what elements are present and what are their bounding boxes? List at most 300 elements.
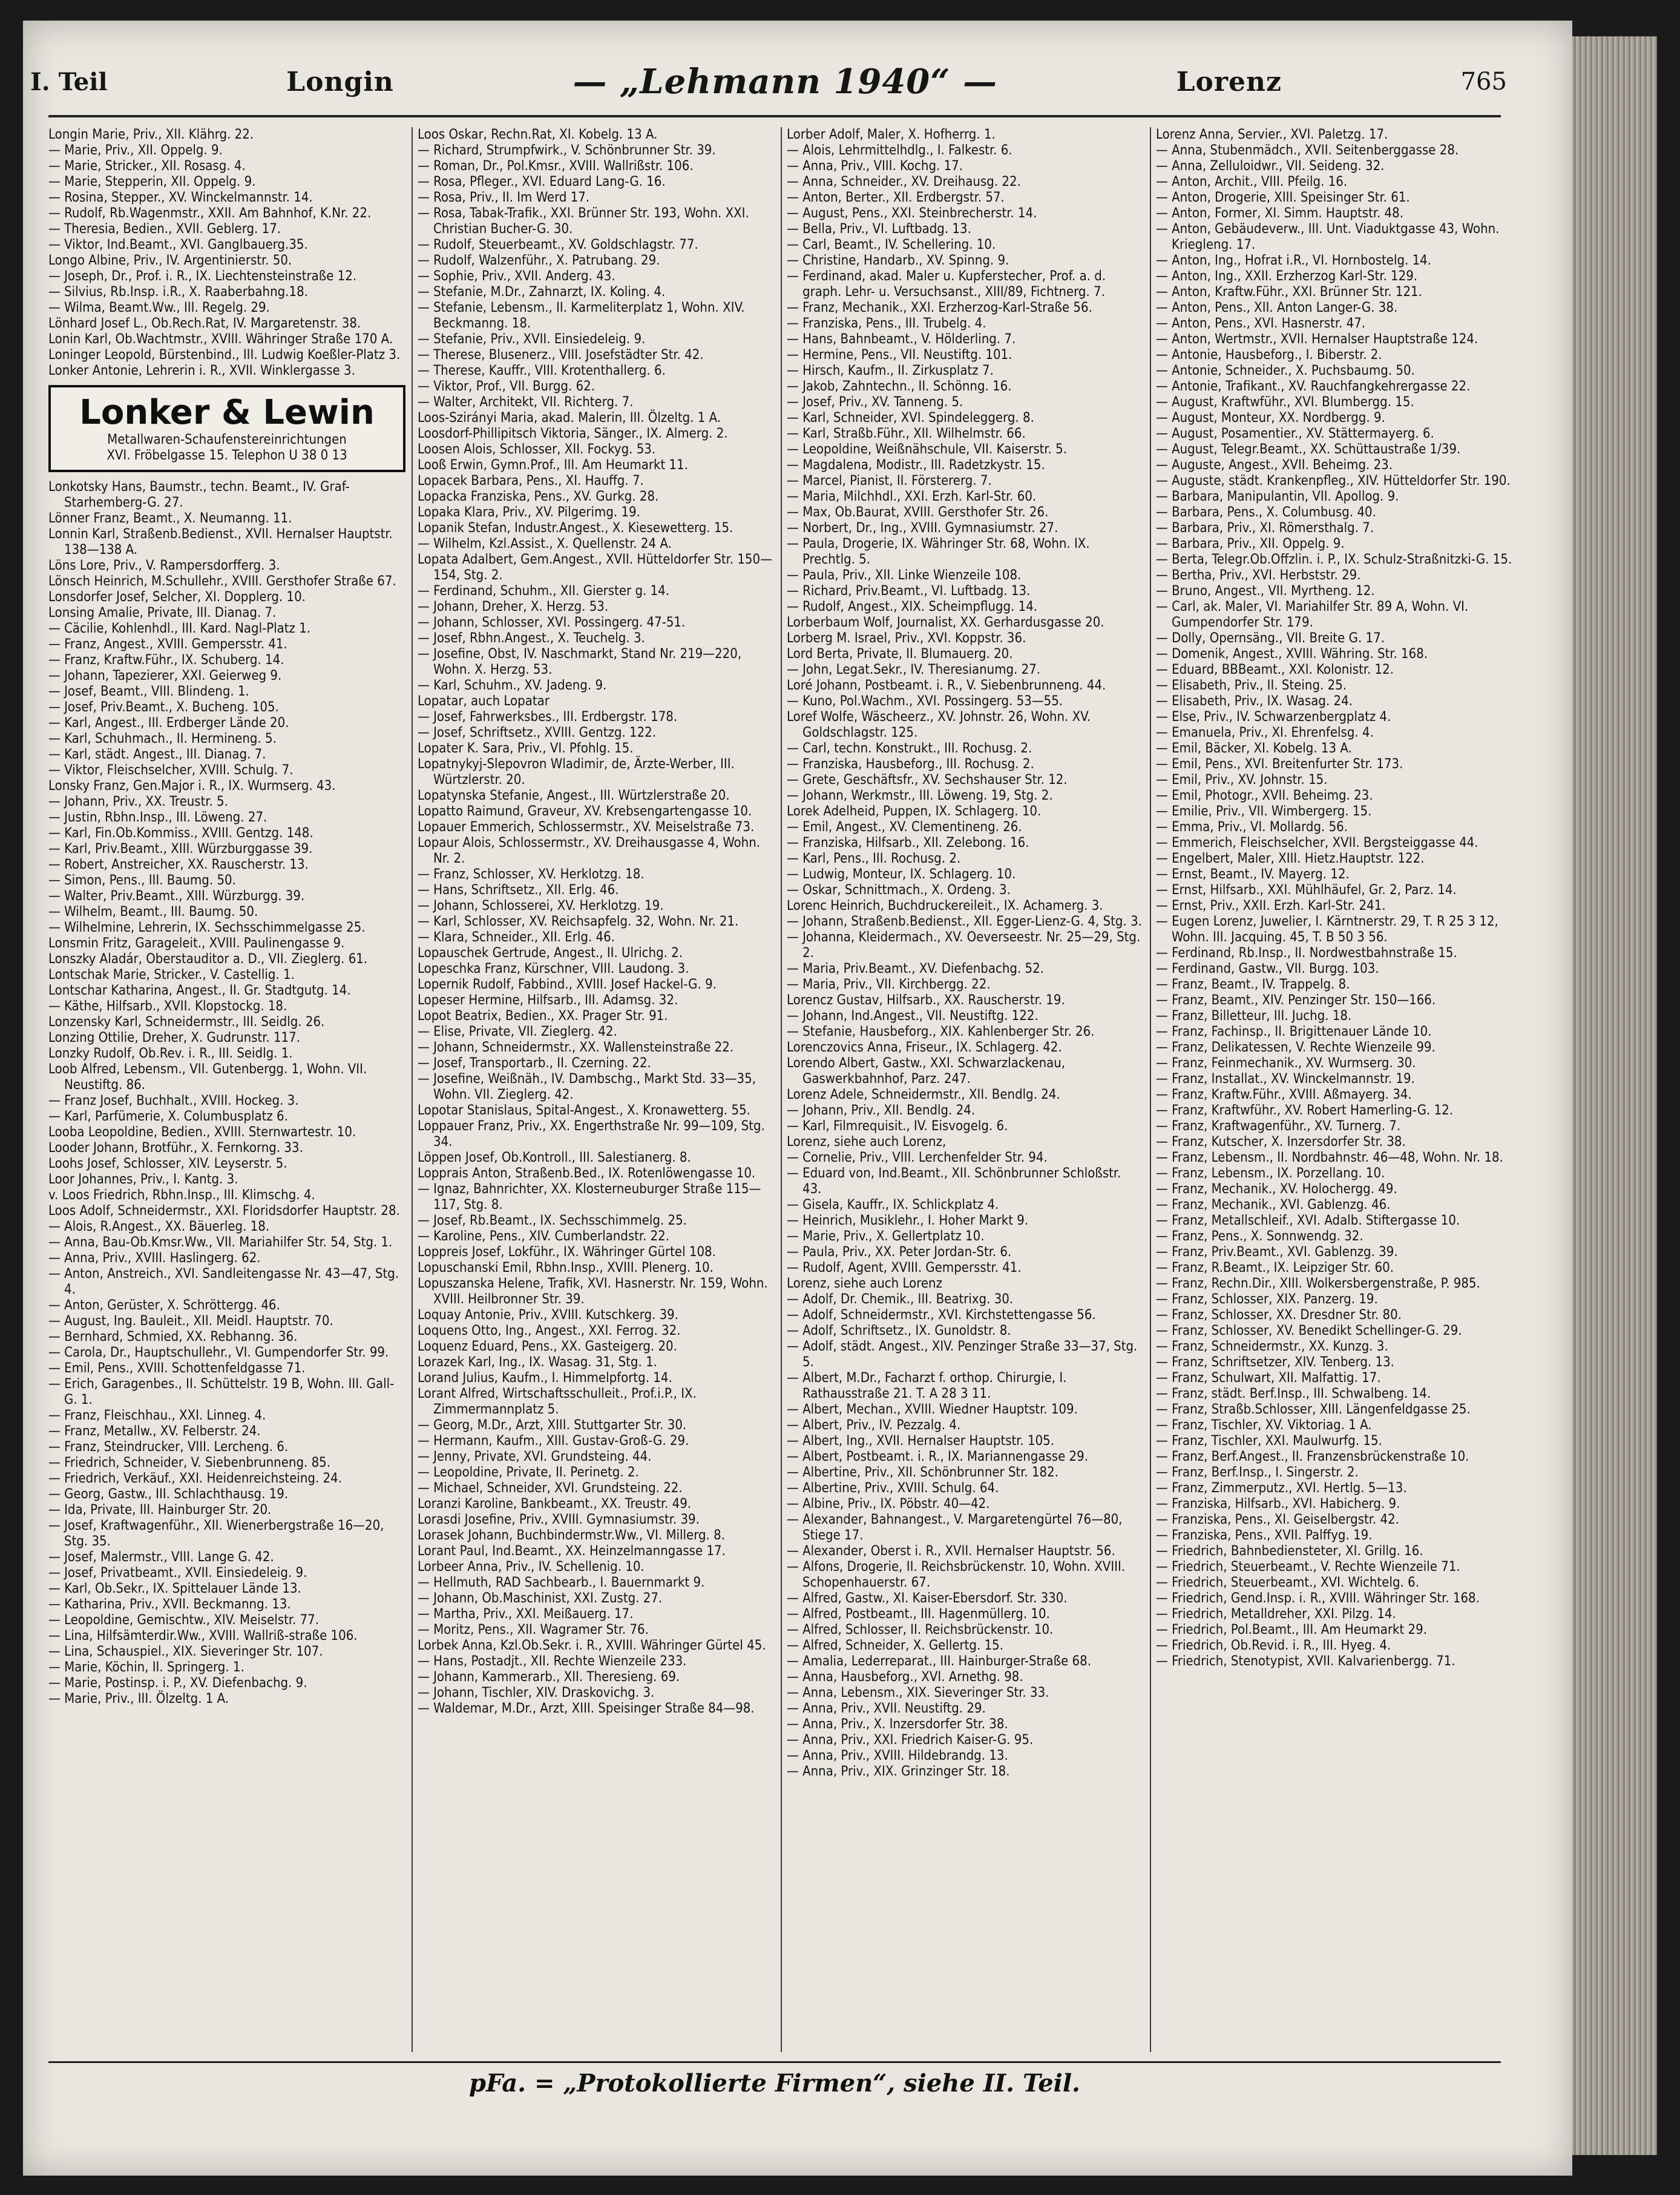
directory-entry: — Karl, Priv.Beamt., XIII. Würzburggasse 39. (48, 841, 313, 857)
directory-entry: — Alfred, Schneider, X. Gellertg. 15. (787, 1638, 1004, 1653)
directory-entry: — Anna, Bau-Ob.Kmsr.Ww., VII. Mariahilfer Str. 54, Stg. 1. (48, 1235, 393, 1250)
directory-entry: Loranzi Karoline, Bankbeamt., XX. Treustr. 49. (418, 1496, 692, 1512)
directory-entry: Longin Marie, Priv., XII. Klährg. 22. (48, 127, 254, 142)
directory-entry: — Viktor, Fleischselcher, XVIII. Schulg. 7. (48, 763, 294, 778)
directory-entry: Lopanik Stefan, Industr.Angest., X. Kiesewetterg. 15. (418, 521, 733, 536)
directory-entry: — Maria, Priv., VII. Kirchbergg. 22. (787, 977, 991, 992)
last-entry-name: Lorenz (1176, 66, 1282, 97)
directory-entry: — Marcel, Pianist, II. Förstererg. 7. (787, 473, 992, 489)
directory-entry: — Therese, Kauffr., VIII. Krotenthallerg. 6. (418, 363, 666, 378)
directory-entry: — August, Telegr.Beamt., XX. Schüttaustraße 1/39. (1156, 442, 1461, 457)
directory-entry: — Käthe, Hilfsarb., XVII. Klopstockg. 18. (48, 999, 287, 1014)
directory-entry: — Sophie, Priv., XVII. Anderg. 43. (418, 269, 615, 284)
directory-entry: Longo Albine, Priv., IV. Argentinierstr. 50. (48, 253, 292, 268)
header-divider (48, 115, 1501, 117)
directory-entry: — Simon, Pens., III. Baumg. 50. (48, 873, 236, 888)
directory-entry: Lonin Karl, Ob.Wachtmstr., XVIII. Währinger Straße 170 A. (48, 332, 393, 347)
directory-entry: — Georg, M.Dr., Arzt, XIII. Stuttgarter Str. 30. (418, 1418, 687, 1433)
directory-entry: Lonker Antonie, Lehrerin i. R., XVII. Winklergasse 3. (48, 363, 355, 378)
directory-entry: — Carl, techn. Konstrukt., III. Rochusg. 2. (787, 741, 1032, 756)
directory-entry: — Josefine, Obst, IV. Naschmarkt, Stand Nr. 219—220, Wohn. X. Herzg. 53. (418, 647, 742, 677)
directory-entry: — Franz, Delikatessen, V. Rechte Wienzeile 99. (1156, 1040, 1436, 1055)
directory-entry: Lorenz Anna, Servier., XVI. Paletzg. 17. (1156, 127, 1388, 142)
directory-entry: — Theresia, Bedien., XVII. Geblerg. 17. (48, 222, 281, 237)
directory-entry: — Franz, Schlosser, XIX. Panzerg. 19. (1156, 1292, 1378, 1307)
directory-entry: — August, Kraftwführ., XVI. Blumbergg. 15. (1156, 395, 1414, 410)
directory-entry: — Franz, Zimmerputz., XVI. Hertlg. 5—13. (1156, 1481, 1407, 1496)
directory-entry: Loor Johannes, Priv., I. Kantg. 3. (48, 1172, 238, 1187)
directory-entry: — Johann, Straßenb.Bedienst., XII. Egger-Lienz-G. 4, Stg. 3. (787, 914, 1142, 929)
column-1-entries-bottom (48, 479, 405, 1707)
directory-entry: — Ferdinand, Schuhm., XII. Gierster g. 14. (418, 584, 670, 599)
directory-entry: — Franz, städt. Berf.Insp., III. Schwalbeng. 14. (1156, 1386, 1431, 1401)
directory-entry: — Engelbert, Maler, XIII. Hietz.Hauptstr. 122. (1156, 851, 1425, 866)
directory-entry: Lönhard Josef L., Ob.Rech.Rat, IV. Margaretenstr. 38. (48, 316, 361, 331)
directory-entry: Lonsdorfer Josef, Selcher, XI. Dopplerg. 10. (48, 590, 306, 605)
directory-entry: — Johann, Werkmstr., III. Löweng. 19, Stg. 2. (787, 788, 1053, 803)
directory-entry: — Paula, Drogerie, IX. Währinger Str. 68, Wohn. IX. Prechtlg. 5. (787, 536, 1090, 567)
column-divider (412, 127, 413, 2052)
directory-entry: Löppen Josef, Ob.Kontroll., III. Salestianerg. 8. (418, 1150, 691, 1165)
directory-entry: — Stefanie, M.Dr., Zahnarzt, IX. Koling. 4. (418, 285, 666, 300)
directory-entry: Lorant Paul, Ind.Beamt., XX. Heinzelmanngasse 17. (418, 1544, 726, 1559)
directory-entry: — Elise, Private, VII. Zieglerg. 42. (418, 1024, 617, 1039)
directory-entry: Lopatnykyj-Slepovron Wladimir, de, Ärzte-Werber, III. Würtzlerstr. 20. (418, 757, 735, 788)
directory-entry: — Hans, Bahnbeamt., V. Hölderling. 7. (787, 332, 1016, 347)
directory-entry: Lopacka Franziska, Pens., XV. Gurkg. 28. (418, 489, 659, 504)
directory-entry: — Hans, Schriftsetz., XII. Erlg. 46. (418, 883, 619, 898)
directory-entry: Lonsky Franz, Gen.Major i. R., IX. Wurmserg. 43. (48, 778, 336, 794)
directory-entry: Lopprais Anton, Straßenb.Bed., IX. Rotenlöwengasse 10. (418, 1166, 756, 1181)
directory-entry: — Karl, Schuhm., XV. Jadeng. 9. (418, 678, 607, 693)
directory-entry: — Johann, Schlosserei, XV. Herklotzg. 19. (418, 898, 664, 913)
directory-entry: — Johann, Tischler, XIV. Draskovichg. 3. (418, 1685, 655, 1700)
directory-entry: — Franz, Schulwart, XII. Malfattig. 17. (1156, 1371, 1381, 1386)
directory-entry: Lorenc Heinrich, Buchdruckereileit., IX. Achamerg. 3. (787, 898, 1103, 913)
directory-entry: Lönsch Heinrich, M.Schullehr., XVIII. Gersthofer Straße 67. (48, 574, 396, 589)
directory-entry: Loosen Alois, Schlosser, XII. Fockyg. 53. (418, 442, 656, 457)
directory-entry: — Franz, Berf.Angest., II. Franzensbrückenstraße 10. (1156, 1449, 1469, 1464)
directory-entry: — August, Monteur, XX. Nordbergg. 9. (1156, 410, 1385, 426)
directory-entry: — Franz, R.Beamt., IX. Leipziger Str. 60. (1156, 1260, 1394, 1275)
directory-entry: — Magdalena, Modistr., III. Radetzkystr. 15. (787, 458, 1045, 473)
directory-entry: — Franz, Pens., X. Sonnwendg. 32. (1156, 1229, 1363, 1244)
directory-entry: Lopaur Alois, Schlossermstr., XV. Dreihausgasse 4, Wohn. Nr. 2. (418, 835, 761, 866)
directory-entry: — Franz, Tischler, XXI. Maulwurfg. 15. (1156, 1433, 1382, 1449)
directory-entry: — Karl, Angest., III. Erdberger Lände 20. (48, 716, 289, 731)
directory-entry: Lönner Franz, Beamt., X. Neumanng. 11. (48, 511, 292, 526)
directory-entry: Lopater K. Sara, Priv., VI. Pfohlg. 15. (418, 741, 634, 756)
section-label: I. Teil (30, 67, 108, 96)
directory-entry: — Josef, Kraftwagenführ., XII. Wienerbergstraße 16—20, Stg. 35. (48, 1518, 384, 1549)
directory-entry: Lorberg M. Israel, Priv., XVI. Koppstr. 36. (787, 631, 1026, 646)
directory-entry: — Dolly, Opernsäng., VII. Breite G. 17. (1156, 631, 1385, 646)
directory-entry: — Josef, Schriftsetz., XVIII. Gentzg. 122. (418, 725, 657, 740)
directory-entry: — Josef, Priv.Beamt., X. Bucheng. 105. (48, 700, 279, 715)
directory-entry: — Karl, Schlosser, XV. Reichsapfelg. 32, Wohn. Nr. 21. (418, 914, 739, 929)
directory-entry: Lord Berta, Private, II. Blumauerg. 20. (787, 647, 1013, 662)
directory-entry: — Maria, Milchhdl., XXI. Erzh. Karl-Str. 60. (787, 489, 1037, 504)
directory-entry: — Anton, Gerüster, X. Schröttergg. 46. (48, 1298, 280, 1313)
directory-entry: — Anton, Anstreich., XVI. Sandleitengasse Nr. 43—47, Stg. 4. (48, 1266, 399, 1297)
directory-entry: — Eduard von, Ind.Beamt., XII. Schönbrunner Schloßstr. 43. (787, 1166, 1121, 1197)
directory-entry: — Marie, Priv., XII. Oppelg. 9. (48, 143, 223, 158)
directory-entry: Lopatynska Stefanie, Angest., III. Würtzlerstraße 20. (418, 788, 730, 803)
directory-entry: — Anna, Hausbeforg., XVI. Arnethg. 98. (787, 1670, 1023, 1685)
directory-entry: — Josef, Rbhn.Angest., X. Teuchelg. 3. (418, 631, 645, 646)
directory-entry: Lopeschka Franz, Kürschner, VIII. Laudong. 3. (418, 961, 689, 976)
directory-entry: — Adolf, Dr. Chemik., III. Beatrixg. 30. (787, 1292, 1014, 1307)
directory-entry: — Silvius, Rb.Insp. i.R., X. Raaberbahng.18. (48, 285, 308, 300)
directory-entry: — Max, Ob.Baurat, XVIII. Gersthofer Str. 26. (787, 505, 1049, 520)
directory-entry: — Rudolf, Agent, XVIII. Gempersstr. 41. (787, 1260, 1022, 1275)
directory-entry: — Rosa, Tabak-Trafik., XXI. Brünner Str. 193, Wohn. XXI. Christian Bucher-G. 30. (418, 206, 749, 237)
directory-entry: Lopot Beatrix, Bedien., XX. Prager Str. 91. (418, 1009, 668, 1024)
directory-entry: — Friedrich, Metalldreher, XXI. Pilzg. 14. (1156, 1607, 1396, 1622)
directory-entry: — Franz, Tischler, XV. Viktoriag. 1 A. (1156, 1418, 1372, 1433)
directory-entry: — Emil, Priv., XV. Johnstr. 15. (1156, 772, 1328, 788)
directory-entry: — Albert, Postbeamt. i. R., IX. Mariannengasse 29. (787, 1449, 1089, 1464)
column-2 (418, 127, 775, 2052)
directory-entry: — Emil, Pens., XVI. Breitenfurter Str. 173. (1156, 757, 1403, 772)
directory-entry: — Josef, Malermstr., VIII. Lange G. 42. (48, 1550, 274, 1565)
directory-entry: — Franz, Fachinsp., II. Brigittenauer Lände 10. (1156, 1024, 1432, 1039)
directory-entry: — Karl, städt. Angest., III. Dianag. 7. (48, 747, 266, 762)
directory-entry: Looba Leopoldine, Bedien., XVIII. Sternwartestr. 10. (48, 1125, 356, 1140)
directory-entry: — August, Pens., XXI. Steinbrecherstr. 14. (787, 206, 1037, 221)
directory-entry: — Barbara, Priv., XII. Oppelg. 9. (1156, 536, 1345, 551)
directory-entry: — Grete, Geschäftsfr., XV. Sechshauser Str. 12. (787, 772, 1068, 788)
directory-entry: — Franz, Kraftw.Führ., XVIII. Aßmayerg. 34. (1156, 1087, 1412, 1102)
directory-entry: Loos-Szirányi Maria, akad. Malerin, III. Ölzeltg. 1 A. (418, 410, 721, 426)
directory-entry: Loosdorf-Phillipitsch Viktoria, Sänger., IX. Almerg. 2. (418, 426, 728, 441)
directory-entry: — Alois, R.Angest., XX. Bäuerleg. 18. (48, 1219, 270, 1234)
directory-entry: — Franz, Kraftwführ., XV. Robert Hamerling-G. 12. (1156, 1103, 1454, 1118)
directory-entry: — Franziska, Hausbeforg., III. Rochusg. 2. (787, 757, 1034, 772)
directory-entry: — Anton, Kraftw.Führ., XXI. Brünner Str. 121. (1156, 285, 1422, 300)
directory-entry: — Johann, Ob.Maschinist, XXI. Zustg. 27. (418, 1591, 663, 1606)
directory-entry: — Ignaz, Bahnrichter, XX. Klosterneuburger Straße 115—117, Stg. 8. (418, 1182, 761, 1213)
directory-entry: — Franz, Metallschleif., XVI. Adalb. Stiftergasse 10. (1156, 1213, 1460, 1228)
directory-entry: — Josefine, Weißnäh., IV. Dambschg., Markt Std. 33—35, Wohn. VII. Zieglerg. 42. (418, 1071, 756, 1102)
directory-entry: — Bella, Priv., VI. Luftbadg. 13. (787, 222, 971, 237)
directory-entry: — Franz, Kraftw.Führ., IX. Schuberg. 14. (48, 653, 284, 668)
directory-entry: — Anna, Priv., XXI. Friedrich Kaiser-G. 95. (787, 1733, 1034, 1748)
directory-entry: — Josef, Priv., XV. Tanneng. 5. (787, 395, 963, 410)
directory-entry: — Else, Priv., IV. Schwarzenbergplatz 4. (1156, 709, 1391, 725)
directory-entry: Loos Adolf, Schneidermstr., XXI. Floridsdorfer Hauptstr. 28. (48, 1203, 400, 1219)
directory-entry: Lonkotsky Hans, Baumstr., techn. Beamt., IV. Graf-Starhemberg-G. 27. (48, 479, 350, 510)
directory-entry: — Karl, Pens., III. Rochusg. 2. (787, 851, 961, 866)
directory-entry: — Alois, Lehrmittelhdlg., I. Falkestr. 6. (787, 143, 1012, 158)
directory-entry: Lorazek Karl, Ing., IX. Wasag. 31, Stg. 1. (418, 1355, 657, 1370)
directory-entry: — Elisabeth, Priv., IX. Wasag. 24. (1156, 694, 1353, 709)
directory-entry: — Anna, Schneider., XV. Dreihausg. 22. (787, 174, 1021, 189)
directory-entry: — Franz, Metallw., XV. Felberstr. 24. (48, 1424, 261, 1439)
directory-entry: — Marie, Postinsp. i. P., XV. Diefenbachg. 9. (48, 1676, 307, 1691)
directory-entry: Lorencz Gustav, Hilfsarb., XX. Rauscherstr. 19. (787, 993, 1065, 1008)
directory-entry: — Carola, Dr., Hauptschullehr., VI. Gumpendorfer Str. 99. (48, 1345, 389, 1360)
directory-entry: Loré Johann, Postbeamt. i. R., V. Siebenbrunneng. 44. (787, 678, 1106, 693)
directory-entry: — Domenik, Angest., XVIII. Währing. Str. 168. (1156, 647, 1428, 662)
directory-entry: — Eugen Lorenz, Juwelier, I. Kärntnerstr. 29, T. R 25 3 12, Wohn. III. Jacquing. 45, T. B 50 3 56. (1156, 914, 1498, 945)
directory-entry: — Emil, Bäcker, XI. Kobelg. 13 A. (1156, 741, 1352, 756)
directory-entry: — Bruno, Angest., VII. Myrtheng. 12. (1156, 584, 1375, 599)
ad-address: XVI. Fröbelgasse 15. Telephon U 38 0 13 (107, 448, 347, 463)
directory-entry: — Heinrich, Musiklehr., I. Hoher Markt 9. (787, 1213, 1029, 1228)
directory-entry: — Friedrich, Stenotypist, XVII. Kalvarienbergg. 71. (1156, 1654, 1455, 1669)
directory-entry: — Johann, Schneidermstr., XX. Wallensteinstraße 22. (418, 1040, 734, 1055)
directory-entry: — Franz, Billetteur, III. Juchg. 18. (1156, 1009, 1352, 1024)
directory-entry: — Marie, Stricker., XII. Rosasg. 4. (48, 159, 246, 174)
directory-entry: — Rudolf, Walzenführ., X. Patrubang. 29. (418, 253, 660, 268)
directory-entry: — Franz, Rechn.Dir., XIII. Wolkersbergenstraße, P. 985. (1156, 1276, 1480, 1291)
directory-entry: — Lina, Schauspiel., XIX. Sieveringer Str. 107. (48, 1644, 323, 1659)
directory-entry: Löns Lore, Priv., V. Rampersdorfferg. 3. (48, 558, 280, 573)
directory-entry: — Hans, Postadjt., XII. Rechte Wienzeile 233. (418, 1654, 687, 1669)
directory-entry: — Friedrich, Verkäuf., XXI. Heidenreichsteing. 24. (48, 1471, 343, 1486)
directory-entry: — Anna, Priv., XIX. Grinzinger Str. 18. (787, 1764, 1010, 1779)
directory-entry: — Franziska, Pens., XVII. Palffyg. 19. (1156, 1528, 1373, 1543)
directory-entry: Lorbek Anna, Kzl.Ob.Sekr. i. R., XVIII. Währinger Gürtel 45. (418, 1638, 766, 1653)
directory-entry: — Lina, Hilfsämterdir.Ww., XVIII. Wallriß-straße 106. (48, 1628, 358, 1644)
directory-entry: — Emilie, Priv., VII. Wimbergerg. 15. (1156, 804, 1372, 819)
directory-entry: — Emmerich, Fleischselcher, XVII. Bergsteiggasse 44. (1156, 835, 1478, 851)
directory-entry: Loob Alfred, Lebensm., VII. Gutenbergg. 1, Wohn. VII. Neustiftg. 86. (48, 1062, 367, 1093)
footer-divider (48, 2061, 1501, 2063)
column-divider (781, 127, 782, 2052)
directory-entry: — Rosa, Priv., II. Im Werd 17. (418, 190, 590, 205)
directory-entry: Lonnin Karl, Straßenb.Bedienst., XVII. Hernalser Hauptstr. 138—138 A. (48, 527, 393, 558)
directory-entry: — Anton, Former, XI. Simm. Hauptstr. 48. (1156, 206, 1404, 221)
directory-entry: Looder Johann, Brotführ., X. Fernkorng. 33. (48, 1140, 303, 1156)
directory-entry: — Paula, Priv., XX. Peter Jordan-Str. 6. (787, 1245, 1012, 1260)
directory-entry: — Anna, Zelluloidwr., VII. Seideng. 32. (1156, 159, 1385, 174)
ad-description: Metallwaren-Schaufenstereinrichtungen (107, 432, 347, 447)
directory-entry: — Georg, Gastw., III. Schlachthausg. 19. (48, 1487, 289, 1502)
directory-entry: — Marie, Köchin, II. Springerg. 1. (48, 1660, 244, 1675)
directory-entry: Lopotar Stanislaus, Spital-Angest., X. Kronawetterg. 55. (418, 1103, 750, 1118)
directory-entry: — Elisabeth, Priv., II. Steing. 25. (1156, 678, 1347, 693)
directory-entry: Loos Oskar, Rechn.Rat, XI. Kobelg. 13 A. (418, 127, 658, 142)
directory-entry: — Franziska, Hilfsarb., XVI. Habicherg. 9. (1156, 1496, 1400, 1512)
directory-entry: — Johann, Ind.Angest., VII. Neustiftg. 122. (787, 1009, 1039, 1024)
directory-entry: Looß Erwin, Gymn.Prof., III. Am Heumarkt 11. (418, 458, 689, 473)
directory-entry: — Walter, Architekt, VII. Richterg. 7. (418, 395, 634, 410)
directory-entry: — Antonie, Schneider., X. Puchsbaumg. 50. (1156, 363, 1415, 378)
directory-entry: — Friedrich, Schneider, V. Siebenbrunneng. 85. (48, 1455, 331, 1470)
directory-entry: — Anton, Ing., XXII. Erzherzog Karl-Str. 129. (1156, 269, 1418, 284)
directory-entry: — Waldemar, M.Dr., Arzt, XIII. Speisinger Straße 84—98. (418, 1701, 755, 1716)
directory-entry: — Rosina, Stepper., XV. Winckelmannstr. 14. (48, 190, 313, 205)
directory-entry: — Albertine, Priv., XVIII. Schulg. 64. (787, 1481, 999, 1496)
directory-entry: — Anton, Ing., Hofrat i.R., VI. Hornbostelg. 14. (1156, 253, 1432, 268)
directory-entry: — Hirsch, Kaufm., II. Zirkusplatz 7. (787, 363, 994, 378)
directory-entry: — Johann, Dreher, X. Herzg. 53. (418, 599, 609, 614)
directory-entry: — Josef, Beamt., VIII. Blindeng. 1. (48, 684, 249, 699)
directory-entry: Lorasek Johann, Buchbindermstr.Ww., VI. Millerg. 8. (418, 1528, 725, 1543)
directory-entry: Lonzensky Karl, Schneidermstr., III. Seidlg. 26. (48, 1015, 325, 1030)
directory-entry: — Friedrich, Steuerbeamt., XVI. Wichtelg. 6. (1156, 1575, 1419, 1590)
directory-entry: — Ernst, Beamt., IV. Mayerg. 12. (1156, 867, 1350, 882)
directory-entry: — Franz, Lebensm., IX. Porzellang. 10. (1156, 1166, 1385, 1181)
directory-entry: — Emil, Photogr., XVII. Beheimg. 23. (1156, 788, 1373, 803)
directory-entry: — August, Ing. Bauleit., XII. Meidl. Hauptstr. 70. (48, 1314, 333, 1329)
directory-entry: — Emil, Pens., XVIII. Schottenfeldgasse 71. (48, 1361, 306, 1376)
directory-entry: Loppreis Josef, Lokführ., IX. Währinger Gürtel 108. (418, 1245, 716, 1260)
directory-entry: — Albertine, Priv., XII. Schönbrunner Str. 182. (787, 1465, 1059, 1480)
directory-entry: — Wilhelm, Kzl.Assist., X. Quellenstr. 24 A. (418, 536, 672, 551)
directory-entry: — Franz, Fleischhau., XXI. Linneg. 4. (48, 1408, 266, 1423)
directory-entry: — Friedrich, Ob.Revid. i. R., III. Hyeg. 4. (1156, 1638, 1391, 1653)
directory-entry: — Franz, Straßb.Schlosser, XIII. Längenfeldgasse 25. (1156, 1402, 1471, 1417)
directory-entry: — Karl, Schuhmach., II. Hermineng. 5. (48, 731, 277, 746)
directory-entry: — Josef, Transportarb., II. Czerning. 22. (418, 1056, 651, 1071)
page-edges (1572, 36, 1657, 2155)
directory-entry: — Stefanie, Hausbeforg., XIX. Kahlenberger Str. 26. (787, 1024, 1095, 1039)
directory-entry: — Anna, Lebensm., XIX. Sieveringer Str. 33. (787, 1685, 1049, 1700)
directory-entry: — Gisela, Kauffr., IX. Schlickplatz 4. (787, 1197, 999, 1213)
directory-entry: — Hellmuth, RAD Sachbearb., I. Bauernmarkt 9. (418, 1575, 705, 1590)
directory-entry: — Josef, Privatbeamt., XVII. Einsiedeleig. 9. (48, 1565, 307, 1581)
directory-entry: — Adolf, städt. Angest., XIV. Penzinger Straße 33—37, Stg. 5. (787, 1339, 1138, 1370)
column-3 (787, 127, 1144, 2052)
directory-entry: Lorendo Albert, Gastw., XXI. Schwarzlackenau, Gaswerkbahnhof, Parz. 247. (787, 1056, 1066, 1087)
directory-entry: — Franz, Berf.Insp., I. Singerstr. 2. (1156, 1465, 1359, 1480)
directory-entry: — Ida, Private, III. Hainburger Str. 20. (48, 1502, 272, 1518)
directory-entry: Lorenczovics Anna, Friseur., IX. Schlagerg. 42. (787, 1040, 1062, 1055)
directory-entry: — Walter, Priv.Beamt., XIII. Würzburgg. 39. (48, 889, 305, 904)
directory-entry: — Ernst, Hilfsarb., XXI. Mühlhäufel, Gr. 2, Parz. 14. (1156, 883, 1457, 898)
directory-entry: — Franz, Angest., XVIII. Gempersstr. 41. (48, 637, 287, 652)
directory-entry: — Jenny, Private, XVI. Grundsteing. 44. (418, 1449, 652, 1464)
directory-entry: — Hermine, Pens., VII. Neustiftg. 101. (787, 347, 1012, 363)
directory-entry: — Franz, Beamt., IV. Trappelg. 8. (1156, 977, 1350, 992)
directory-entry: — Leopoldine, Private, II. Perinetg. 2. (418, 1465, 639, 1480)
directory-entry: — Josef, Rb.Beamt., IX. Sechsschimmelg. 25. (418, 1213, 687, 1228)
directory-entry: — Adolf, Schneidermstr., XVI. Kirchstettengasse 56. (787, 1308, 1096, 1323)
directory-entry: — Alfred, Postbeamt., III. Hagenmüllerg. 10. (787, 1607, 1050, 1622)
directory-entry: Lontschak Marie, Stricker., V. Castellig. 1. (48, 967, 295, 982)
directory-entry: — Ferdinand, akad. Maler u. Kupferstecher, Prof. a. d. graph. Lehr- u. Versuchsanst., XIII/89, Fichtnerg. 7. (787, 269, 1106, 300)
directory-entry: Lopuszanska Helene, Trafik, XVI. Hasnerstr. Nr. 159, Wohn. XVIII. Heilbronner Str. 39. (418, 1276, 768, 1307)
page-header (30, 54, 1507, 109)
directory-entry: — Albine, Priv., IX. Pöbstr. 40—42. (787, 1496, 990, 1512)
directory-entry: Lorberbaum Wolf, Journalist, XX. Gerhardusgasse 20. (787, 615, 1104, 630)
directory-entry: — Bernhard, Schmied, XX. Rebhanng. 36. (48, 1329, 298, 1344)
directory-entry: — Antonie, Hausbeforg., I. Biberstr. 2. (1156, 347, 1382, 363)
directory-entry: — Maria, Priv.Beamt., XV. Diefenbachg. 52. (787, 961, 1045, 976)
directory-entry: Lontschar Katharina, Angest., II. Gr. Stadtgutg. 14. (48, 983, 351, 998)
column-4 (1156, 127, 1513, 2052)
directory-entry: — Anton, Berter., XII. Erdbergstr. 57. (787, 190, 1005, 205)
directory-entry: — Franz Josef, Buchhalt., XVIII. Hockeg. 3. (48, 1093, 299, 1108)
directory-entry: — Leopoldine, Weißnähschule, VII. Kaiserstr. 5. (787, 442, 1067, 457)
directory-entry: Lonsmin Fritz, Garageleit., XVIII. Paulinengasse 9. (48, 936, 345, 951)
directory-entry: — Anton, Gebäudeverw., III. Unt. Viaduktgasse 43, Wohn. Kriegleng. 17. (1156, 222, 1500, 252)
directory-entry: — Alexander, Oberst i. R., XVII. Hernalser Hauptstr. 56. (787, 1544, 1115, 1559)
directory-entry: — Paula, Priv., XII. Linke Wienzeile 108. (787, 568, 1022, 583)
directory-entry: — Franz, Feinmechanik., XV. Wurmserg. 30. (1156, 1056, 1416, 1071)
directory-entry: — Norbert, Dr., Ing., XVIII. Gymnasiumstr. 27. (787, 521, 1058, 536)
directory-entry: Loref Wolfe, Wäscheerz., XV. Johnstr. 26, Wohn. XV. Goldschlagstr. 125. (787, 709, 1091, 740)
directory-entry: Lorasdi Josefine, Priv., XVIII. Gymnasiumstr. 39. (418, 1512, 700, 1527)
directory-entry: — Therese, Blusenerz., VIII. Josefstädter Str. 42. (418, 347, 704, 363)
directory-entry: — Viktor, Ind.Beamt., XVI. Ganglbauerg.35. (48, 237, 308, 252)
directory-entry: — Carl, ak. Maler, VI. Mariahilfer Str. 89 A, Wohn. VI. Gumpendorfer Str. 179. (1156, 599, 1469, 630)
directory-entry: — Alfred, Gastw., XI. Kaiser-Ebersdorf. Str. 330. (787, 1591, 1068, 1606)
directory-entry: — Cornelie, Priv., VIII. Lerchenfelder Str. 94. (787, 1150, 1048, 1165)
directory-entry: — Berta, Telegr.Ob.Offzlin. i. P., IX. Schulz-Straßnitzki-G. 15. (1156, 552, 1512, 567)
directory-entry: — Wilhelmine, Lehrerin, IX. Sechsschimmelgasse 25. (48, 920, 366, 935)
directory-entry: — Franz, Installat., XV. Winckelmannstr. 19. (1156, 1071, 1415, 1087)
directory-entry: — John, Legat.Sekr., IV. Theresianumg. 27. (787, 662, 1041, 677)
directory-entry: — Joseph, Dr., Prof. i. R., IX. Liechtensteinstraße 12. (48, 269, 357, 284)
directory-entry: Lopatar, auch Lopatar (418, 694, 550, 709)
first-entry-name: Longin (286, 66, 394, 97)
directory-entry: — Johann, Priv., XII. Bendlg. 24. (787, 1103, 976, 1118)
directory-entry: — Anna, Stubenmädch., XVII. Seitenberggasse 28. (1156, 143, 1459, 158)
directory-entry: — Eduard, BBBeamt., XXI. Kolonistr. 12. (1156, 662, 1394, 677)
directory-entry: — Franz, Steindrucker, VIII. Lercheng. 6. (48, 1440, 289, 1455)
directory-entry: — Josef, Fahrwerksbes., III. Erdbergstr. 178. (418, 709, 678, 725)
directory-entry: — Barbara, Priv., XI. Römersthalg. 7. (1156, 521, 1374, 536)
directory-entry: — Auguste, städt. Krankenpfleg., XIV. Hütteldorfer Str. 190. (1156, 473, 1511, 489)
page-footer-note: pFa. = „Protokollierte Firmen“, siehe II. Teil. (469, 2069, 1080, 2098)
directory-entry: — Friedrich, Bahnbediensteter, XI. Grillg. 16. (1156, 1544, 1423, 1559)
directory-entry: — Stefanie, Priv., XVII. Einsiedeleig. 9. (418, 332, 646, 347)
directory-entry: — Wilhelm, Beamt., III. Baumg. 50. (48, 904, 258, 920)
directory-entry: — Franziska, Pens., XI. Geiselbergstr. 42. (1156, 1512, 1399, 1527)
directory-entry: — Barbara, Pens., X. Columbusg. 40. (1156, 505, 1376, 520)
directory-entry: Lorand Julius, Kaufm., I. Himmelpfortg. 14. (418, 1371, 672, 1386)
directory-entry: — Ferdinand, Gastw., VII. Burgg. 103. (1156, 961, 1379, 976)
directory-entry: — Albert, Mechan., XVIII. Wiedner Hauptstr. 109. (787, 1402, 1078, 1417)
directory-entry: Lonsing Amalie, Private, III. Dianag. 7. (48, 605, 277, 620)
directory-entry: — Ludwig, Monteur, IX. Schlagerg. 10. (787, 867, 1016, 882)
directory-entry: — Justin, Rbhn.Insp., III. Löweng. 27. (48, 810, 267, 825)
directory-entry: — Johann, Kammerarb., XII. Theresieng. 69. (418, 1670, 680, 1685)
directory-entry: — Karl, Fin.Ob.Kommiss., XVIII. Gentzg. 148. (48, 826, 313, 841)
ad-company-name: Lonker & Lewin (79, 393, 375, 432)
directory-entry: — Franz, Kutscher, X. Inzersdorfer Str. 38. (1156, 1134, 1406, 1150)
directory-entry: Lopacek Barbara, Pens., XI. Hauffg. 7. (418, 473, 644, 489)
directory-entry: — Marie, Priv., X. Gellertplatz 10. (787, 1229, 985, 1244)
directory-entry: — Anton, Pens., XII. Anton Langer-G. 38. (1156, 300, 1398, 315)
directory-entry: — Franz, Mechanik., XV. Holochergg. 49. (1156, 1182, 1397, 1197)
directory-entry: — Friedrich, Pol.Beamt., III. Am Heumarkt 29. (1156, 1622, 1427, 1637)
directory-title: — „Lehmann 1940“ — (573, 62, 997, 102)
directory-entry: — Franz, Schneidermstr., XX. Kunzg. 3. (1156, 1339, 1388, 1354)
directory-entry: — Anna, Priv., X. Inzersdorfer Str. 38. (787, 1717, 1008, 1732)
directory-entry: Lonzing Ottilie, Dreher, X. Gudrunstr. 117. (48, 1030, 301, 1045)
directory-entry: — Anton, Pens., XVI. Hasnerstr. 47. (1156, 316, 1366, 331)
directory-entry: — Franz, Schriftsetzer, XIV. Tenberg. 13. (1156, 1355, 1394, 1370)
directory-entry: Loquens Otto, Ing., Angest., XXI. Ferrog. 32. (418, 1323, 681, 1338)
directory-entry: — Franziska, Pens., III. Trubelg. 4. (787, 316, 986, 331)
directory-entry: Lorbeer Anna, Priv., IV. Schellenig. 10. (418, 1559, 645, 1575)
directory-entry: — Karl, Parfümerie, X. Columbusplatz 6. (48, 1109, 288, 1124)
directory-entry: Loninger Leopold, Bürstenbind., III. Ludwig Koeßler-Platz 3. (48, 347, 401, 363)
directory-entry: — Oskar, Schnittmach., X. Ordeng. 3. (787, 883, 1011, 898)
directory-entry: — Auguste, Angest., XVII. Beheimg. 23. (1156, 458, 1393, 473)
directory-entry: — Franz, Beamt., XIV. Penzinger Str. 150—166. (1156, 993, 1436, 1008)
directory-entry: — August, Posamentier., XV. Stättermayerg. 6. (1156, 426, 1434, 441)
directory-entry: — Franz, Schlosser, XV. Benedikt Schellinger-G. 29. (1156, 1323, 1462, 1338)
directory-entry: — Klara, Schneider., XII. Erlg. 46. (418, 930, 615, 945)
directory-entry: — Christine, Handarb., XV. Spinng. 9. (787, 253, 1009, 268)
directory-entry: — Rudolf, Rb.Wagenmstr., XXII. Am Bahnhof, K.Nr. 22. (48, 206, 372, 221)
